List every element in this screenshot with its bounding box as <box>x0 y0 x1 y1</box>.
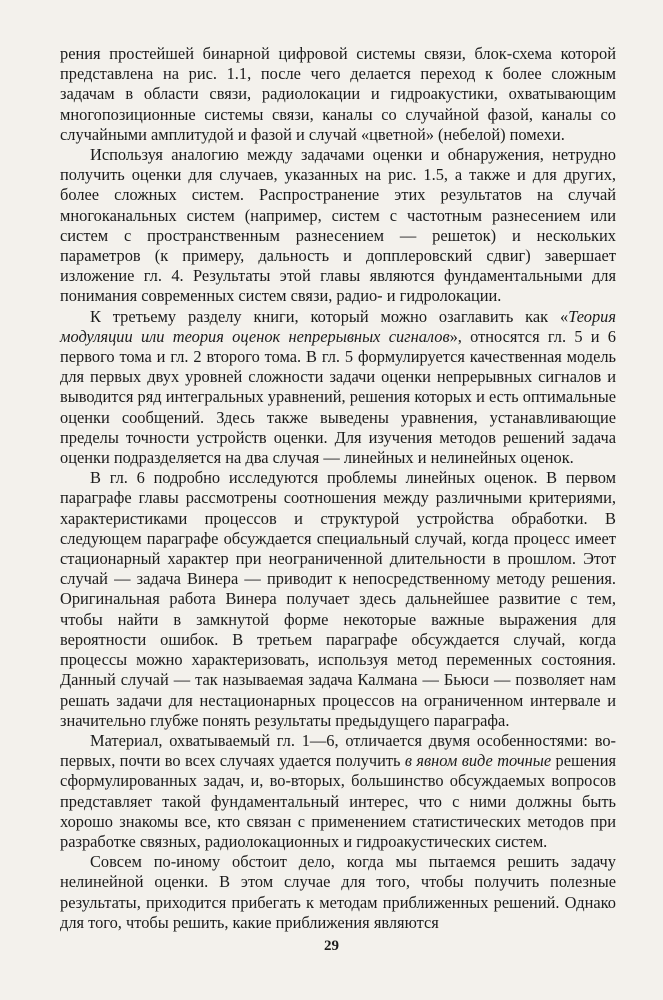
p5-text-b: решения сформулированных задач, и, во-вторых, большинство обсуждаемых вопросов представляет такой фундаментальный интерес, что с ними должны быть хорошо знакомы все, кто связан с применением статистических методов при разработке связных, радиолокационных и гидроакустических систем. <box>60 751 617 851</box>
p6-text: Совсем по-иному обстоит дело, когда мы пытаемся решить задачу нелинейной оценки. В этом случае для того, чтобы получить полезные результаты, приходится прибегать к методам приближенных решений. Однако для того, чтобы решить, какие приближения являются <box>60 852 616 932</box>
page-number: 29 <box>324 938 339 954</box>
p3-italic-title: Теория модуляции или теория оценок непрерывных сигналов <box>60 306 616 346</box>
p1-text: рения простейшей бинарной цифровой системы связи, блок-схема которой представлена на рис. 1.1, после чего делается переход к более сложным задачам в области связи, радиолокации и гидроакустики, охватывающим многопозиционные системы связи, каналы со случайной фазой, каналы со случайными амплитудой и фазой и случай «цветной» (небелой) помехи. <box>60 44 616 144</box>
paragraph-5 <box>60 731 616 852</box>
body-text <box>60 44 616 933</box>
paragraph-6 <box>60 852 616 933</box>
paragraph-4 <box>60 468 616 731</box>
p5-italic-phrase: в явном виде точные <box>404 751 552 771</box>
p3-text-b: », относятся гл. 5 и 6 первого тома и гл. 2 второго тома. В гл. 5 формулируется качественная модель для первых двух уровней сложности задачи оценки непрерывных сигналов и выводится ряд интегральных уравнений, решения которых и есть оптимальные оценки сообщений. Здесь также выведены уравнения, устанавливающие пределы точности устройств оценки. Для изучения методов решений задача оценки подразделяется на два случая — линейных и нелинейных оценок. <box>60 326 617 468</box>
paragraph-2 <box>60 145 616 307</box>
p5-text-a: Материал, охватываемый гл. 1—6, отличается двумя особенностями: во-первых, почти во всех случаях удается получить <box>60 730 616 771</box>
p4-text: В гл. 6 подробно исследуются проблемы линейных оценок. В первом параграфе главы рассмотрены соотношения между различными критериями, характеристиками процессов и структурой устройства обработки. В следующем параграфе обсуждается специальный случай, когда процесс имеет стационарный характер при неограниченной длительности в прошлом. Этот случай — задача Винера — приводит к непосредственному методу решения. Оригинальная работа Винера получает здесь дальнейшее развитие с тем, чтобы найти в замкнутой форме некоторые важные выражения для вероятности ошибок. В третьем параграфе обсуждается случай, когда процессы можно характеризовать, используя метод переменных состояния. Данный случай — так называемая задача Калмана — Бьюси — позволяет нам решать задачи для нестационарных процессов на ограниченном интервале и значительно глубже понять результаты предыдущего параграфа. <box>60 468 616 730</box>
p3-text-a: К третьему разделу книги, который можно озаглавить как « <box>90 306 569 326</box>
p2-text: Используя аналогию между задачами оценки и обнаружения, нетрудно получить оценки для случаев, указанных на рис. 1.5, а также и для других, более сложных систем. Распространение этих результатов на случай многоканальных систем (например, систем с частотным разнесением или систем с пространственным разнесением — решеток) и нескольких параметров (к примеру, дальность и допплеровский сдвиг) завершает изложение гл. 4. Результаты этой главы являются фундаментальными для понимания современных систем связи, радио- и гидролокации. <box>60 145 616 306</box>
paragraph-3 <box>60 307 616 469</box>
paragraph-1 <box>60 44 616 145</box>
